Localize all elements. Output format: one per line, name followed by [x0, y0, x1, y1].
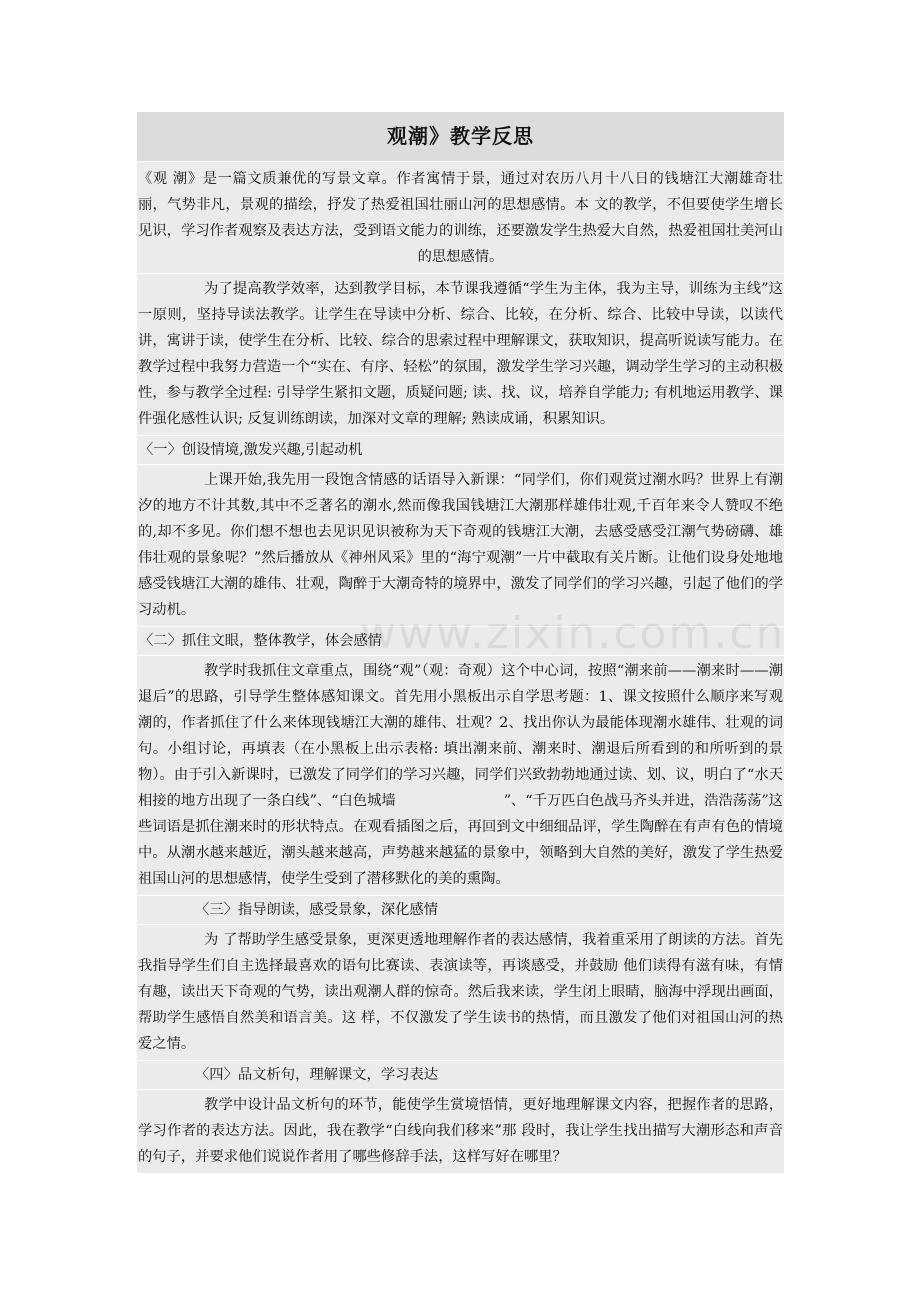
section-heading-3: 〈三〉指导朗读，感受景象，深化感情 — [137, 895, 784, 924]
section-heading-2: 〈二〉抓住文眼，整体教学，体会感情 — [137, 626, 784, 655]
section-heading-4: 〈四〉品文析句，理解课文，学习表达 — [137, 1060, 784, 1089]
section-4-paragraph: 教学中设计品文析句的环节，能使学生赏境悟情，更好地理解课文内容，把握作者的思路，学习作者的表达方法。因此，我在教学“白线向我们移来”那 段时，我让学生找出描写大潮形态和声音的句子，并要求他们说说作者用了哪些修辞手法，这样写好在哪里？ — [137, 1089, 784, 1173]
section-heading-1: 〈一〉创设情境,激发兴趣,引起动机 — [137, 435, 784, 464]
section-2-paragraph — [137, 655, 784, 895]
section-2-text-b: ”、“千万匹白色战马齐头并进，浩浩荡荡”这些词语是抓住潮来时的形状特点。在观看插图之后，再回到文中细细品评，学生陶醉在有声有色的情境中。从潮水越来越近，潮头越来越高，声势越来越猛的景象中，领略到大自然的美好，激发了学生热爱祖国山河的思想感情，使学生受到了潜移默化的美的熏陶。 — [138, 793, 783, 887]
section-2-text-a: 教学时我抓住文章重点，围绕“观”（观：奇观）这个中心词，按照“潮来前——潮来时——潮退后”的思路，引导学生整体感知课文。首先用小黑板出示自学思考题：1、课文按照什么顺序来写观潮的，作者抓住了什么来体现钱塘江大潮的雄伟、壮观？2、找出你认为最能体现潮水雄伟、壮观的词句。小组讨论，再填表（在小黑板上出示表格: 填出潮来前、潮来时、潮退后所看到的和所听到的景物）。由于引入新课时，已激发了同学们的学习兴趣，同学们兴致勃勃地通过读、划、议，明白了“水天相接的地方出现了一条白线”、“白色城墙 — [138, 663, 783, 809]
section-1-paragraph: 上课开始,我先用一段饱含情感的话语导入新课：“同学们，你们观赏过潮水吗？世界上有潮汐的地方不计其数,其中不乏著名的潮水,然而像我国钱塘江大潮那样雄伟壮观,千百年来令人赞叹不绝的,却不多见。你们想不想也去见识见识被称为天下奇观的钱塘江大潮，去感受感受江潮气势磅礴、雄伟壮观的景象呢？”然后播放从《神州风采》里的“海宁观潮”一片中截取有关片断。让他们设身处地地感受钱塘江大潮的雄伟、壮观，陶醉于大潮奇特的境界中，激发了同学们的学习兴趣，引起了他们的学习动机。 — [137, 464, 784, 626]
document-title: 观潮》教学反思 — [137, 111, 784, 161]
document-page — [137, 111, 784, 1173]
intro-paragraph: 《观 潮》是一篇文质兼优的写景文章。作者寓情于景，通过对农历八月十八日的钱塘江大潮雄奇壮丽，气势非凡，景观的描绘，抒发了热爱祖国壮丽山河的思想感情。本 文的教学，不但要使学生增长见识，学习作者观察及表达方法，受到语文能力的训练，还要激发学生热爱大自然，热爱祖国壮美河山的思想感情。 — [137, 161, 784, 273]
section-3-paragraph: 为 了帮助学生感受景象，更深更透地理解作者的表达感情，我着重采用了朗读的方法。首先我指导学生们自主选择最喜欢的语句比赛读、表演读等，再谈感受，并鼓励 他们读得有滋有味，有情有趣，读出天下奇观的气势，读出观潮人群的惊奇。然后我来读，学生闭上眼睛，脑海中浮现出画面，帮助学生感悟自然美和语言美。这 样，不仅激发了学生读书的热情，而且激发了他们对祖国山河的热爱之情。 — [137, 924, 784, 1060]
method-paragraph: 为了提高教学效率，达到教学目标，本节课我遵循“学生为主体，我为主导，训练为主线”这一原则，坚持导读法教学。让学生在导读中分析、综合、比较，在分析、综合、比较中导读，以读代讲，寓讲于读，使学生在分析、比较、综合的思索过程中理解课文，获取知识，提高听说读写能力。在教学过程中我努力营造一个“实在、有序、轻松”的氛围，激发学生学习兴趣，调动学生学习的主动积极性，参与教学全过程: 引导学生紧扣文题，质疑问题; 读、找、议，培养自学能力; 有机地运用教学、课件强化感性认识; 反复训练朗读，加深对文章的理解; 熟读成诵，积累知识。 — [137, 273, 784, 435]
